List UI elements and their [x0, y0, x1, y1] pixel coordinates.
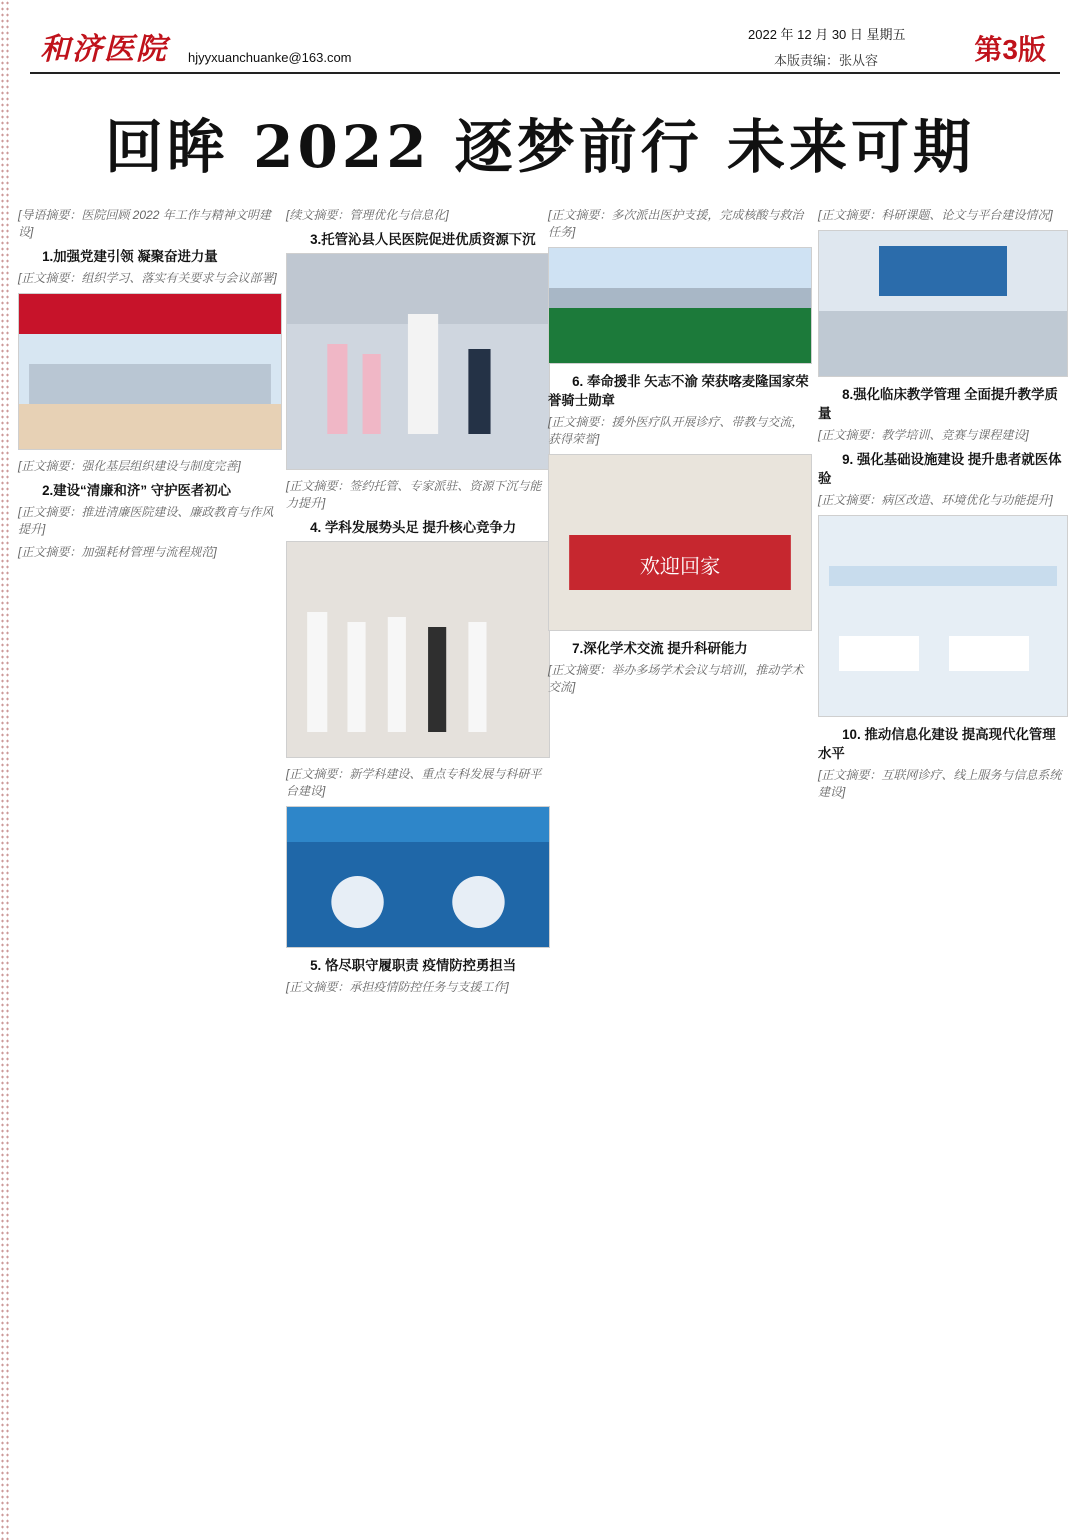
page-editor: 本版责编：张从容: [774, 53, 879, 68]
welcome-banner-text: 欢迎回家: [639, 554, 721, 579]
col3-top-note: [正文摘要：多次派出医护支援，完成核酸与救治任务]: [548, 208, 804, 240]
column-1: [18, 205, 280, 567]
contact-email: hjyyxuanchuanke@163.com: [188, 50, 352, 65]
section-9-title: 9. 强化基础设施建设 提升患者就医体验: [818, 452, 1062, 487]
section-7-title: 7.深化学术交流 提升科研能力: [572, 641, 748, 657]
section-2-title: 2.建设“清廉和济” 守护医者初心: [42, 483, 232, 499]
photo-conference: [818, 230, 1068, 377]
section-5-note: [正文摘要：承担疫情防控任务与支援工作]: [286, 980, 509, 995]
section-2-note-2: [正文摘要：加强耗材管理与流程规范]: [18, 545, 217, 560]
section-8-title: 8.强化临床教学管理 全面提升教学质量: [818, 387, 1058, 422]
photo-team-icon: [549, 248, 811, 363]
issue-date: 2022 年 12 月 30 日 星期五: [748, 27, 906, 42]
section-6-title: 6. 奉命援非 矢志不渝 荣获喀麦隆国家荣誉骑士勋章: [548, 374, 809, 409]
photo-visit: [286, 541, 550, 758]
section-4-note: [正文摘要：新学科建设、重点专科发展与科研平台建设]: [286, 767, 542, 799]
section-8-note: [正文摘要：教学培训、竞赛与课程建设]: [818, 428, 1029, 443]
section-7-note: [正文摘要：举办多场学术会议与培训，推动学术交流]: [548, 663, 804, 695]
section-6-note: [正文摘要：援外医疗队开展诊疗、带教与交流，获得荣誉]: [548, 415, 804, 447]
col4-top-note: [正文摘要：科研课题、论文与平台建设情况]: [818, 208, 1053, 222]
photo-signing: [286, 253, 550, 470]
photo-event: [286, 806, 550, 948]
photo-ward-icon: [819, 516, 1067, 716]
photo-signing-icon: [287, 254, 549, 469]
photo-meeting-icon: [19, 294, 281, 449]
photo-welcome-icon: [549, 455, 811, 630]
photo-team: [548, 247, 812, 364]
intro-note: [导语摘要：医院回顾 2022 年工作与精神文明建设]: [18, 208, 271, 240]
photo-welcome: [548, 454, 812, 631]
left-edge-dots: [0, 0, 10, 1540]
photo-event-icon: [287, 807, 549, 947]
masthead-rule: [30, 72, 1060, 74]
column-2: [286, 205, 548, 1002]
section-4-title: 4. 学科发展势头足 提升核心竞争力: [310, 520, 517, 536]
section-1-note: [正文摘要：组织学习、落实有关要求与会议部署]: [18, 271, 277, 286]
col2-top-note: [续文摘要：管理优化与信息化]: [286, 208, 449, 222]
masthead: [30, 18, 1060, 78]
photo-visit-icon: [287, 542, 549, 757]
section-9-note: [正文摘要：病区改造、环境优化与功能提升]: [818, 493, 1053, 508]
column-4: [818, 205, 1066, 807]
section-1-note-2: [正文摘要：强化基层组织建设与制度完善]: [18, 459, 241, 474]
section-1-title: 1.加强党建引领 凝聚奋进力量: [42, 249, 218, 265]
section-3-note: [正文摘要：签约托管、专家派驻、资源下沉与能力提升]: [286, 479, 542, 511]
page-headline: 回眸 2022 逐梦前行 未来可期: [104, 113, 975, 181]
edition-number: 第3版: [974, 34, 1046, 65]
section-3-title: 3.托管沁县人民医院促进优质资源下沉: [310, 232, 536, 248]
photo-meeting: [18, 293, 282, 450]
section-10-note: [正文摘要：互联网诊疗、线上服务与信息系统建设]: [818, 768, 1062, 800]
brand-logo-text: 和济医院: [40, 32, 168, 67]
photo-ward: [818, 515, 1068, 717]
section-5-title: 5. 恪尽职守履职责 疫情防控勇担当: [310, 958, 517, 974]
photo-conference-icon: [819, 231, 1067, 376]
section-10-title: 10. 推动信息化建设 提高现代化管理水平: [818, 727, 1056, 762]
column-3: [548, 205, 810, 702]
section-2-note: [正文摘要：推进清廉医院建设、廉政教育与作风提升]: [18, 505, 274, 537]
